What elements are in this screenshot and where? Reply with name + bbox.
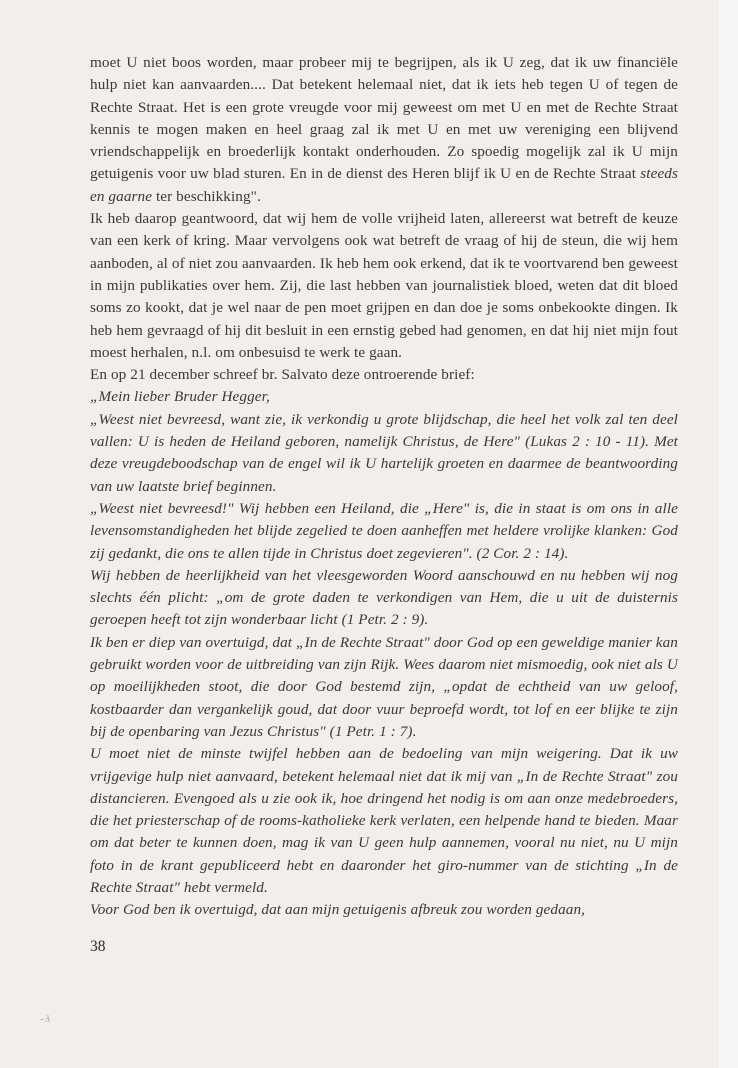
paragraph-2: Ik heb daarop geantwoord, dat wij hem de volle vrijheid laten, allereerst wat betreft de keuze van een kerk of kring. Maar vervolgens ook wat betreft de vraag of hij de steun, die wij hem aanboden, al of niet zou aanvaarden. Ik heb hem ook erkend, dat ik te voortvarend ben geweest in mijn publikaties over hem. Zij, die last hebben van journalistiek bloed, weten dat dit bloed soms zo kookt, dat je wel naar de pen moet grijpen en dan doe je soms onbekookte dingen. Ik heb hem gevraagd of hij dit besluit in een ernstig gebed had genomen, en dat hij niet mijn fout moest herhalen, n.l. om onbesuisd te werk te gaan. <box>90 210 678 361</box>
letter-paragraph-2: „Weest niet bevreesd!" Wij hebben een Heiland, die „Here" is, die in staat is om ons in alle levensomstandigheden het blijde zegelied te doen aanheffen met heldere vrolijke klanken: God zij gedankt, die ons te allen tijde in Christus doet zegevieren". (2 Cor. 2 : 14). <box>90 499 678 562</box>
page-edge <box>719 0 738 1068</box>
letter-paragraph-1: „Weest niet bevreesd, want zie, ik verkondig u grote blijdschap, die heel het volk zal ten deel vallen: U is heden de Heiland geboren, namelijk Christus, de Here" (Lukas 2 : 10 - 11). Met deze vreugdeboodschap van de engel wil ik U hartelijk groeten en daarmee de beantwoording van uw laatste brief beginnen. <box>90 410 678 495</box>
letter-paragraph-4: Ik ben er diep van overtuigd, dat „In de Rechte Straat" door God op een geweldige manier kan gebruikt worden voor de uitbreiding van zijn Rijk. Wees daarom niet mismoedig, ook niet als U op moeilijkheden stoot, die door God bestemd zijn, „opdat de echtheid van uw geloof, kostbaarder dan vergankelijk goud, dat door vuur beproefd wordt, tot lof en eer blijke te zijn bij de openbaring van Jezus Christus" (1 Petr. 1 : 7). <box>90 633 678 740</box>
letter-paragraph-5: U moet niet de minste twijfel hebben aan de bedoeling van mijn weigering. Dat ik uw vrijgevige hulp niet aanvaard, betekent helemaal niet dat ik mij van „In de Rechte Straat" zou distancieren. Evengoed als u zie ook ik, hoe dringend het nodig is om aan onze medebroeders, die het priesterschap of de rooms-katholieke kerk verlaten, een helpende hand te bieden. Maar om dat beter te kunnen doen, mag ik van U geen hulp aannemen, vooral nu niet, nu U mijn foto in de krant gepubliceerd hebt en daaronder het giro-nummer van de stichting „In de Rechte Straat" hebt vermeld. <box>90 745 678 896</box>
paragraph-3: En op 21 december schreef br. Salvato deze ontroerende brief: <box>90 366 475 384</box>
margin-pencil-mark: -ⅎ <box>38 1009 51 1026</box>
page-number: 38 <box>90 938 106 955</box>
letter-salutation: „Mein lieber Bruder Hegger, <box>90 388 270 406</box>
emphasis-steeds-en-gaarne: steeds en gaarne <box>90 165 678 205</box>
letter-paragraph-6: Voor God ben ik overtuigd, dat aan mijn getuigenis afbreuk zou worden gedaan, <box>90 901 586 919</box>
letter-paragraph-3: Wij hebben de heerlijkheid van het vleesgeworden Woord aanschouwd en nu hebben wij nog slechts één plicht: „om de grote daden te verkondigen van Hem, die u uit de duisternis geroepen heeft tot zijn wonderbaar licht (1 Petr. 2 : 9). <box>90 566 678 629</box>
paragraph-1: moet U niet boos worden, maar probeer mij te begrijpen, als ik U zeg, dat ik uw financiële hulp niet kan aanvaarden.... Dat betekent helemaal niet, dat ik iets heb tegen U of tegen de Rechte Straat. Het is een grote vreugde voor mij geweest om met U en met de Rechte Straat kennis te mogen maken en heel graag zal ik met U en met uw vereniging een blijvend vriendschappelijk en broederlijk kontakt onderhouden. Zo spoedig mogelijk zal ik U mijn getuigenis voor uw blad sturen. En in de dienst des Heren blijf ik U en de Rechte Straat steeds en gaarne ter beschikking". <box>90 54 678 205</box>
body-text <box>90 52 678 922</box>
